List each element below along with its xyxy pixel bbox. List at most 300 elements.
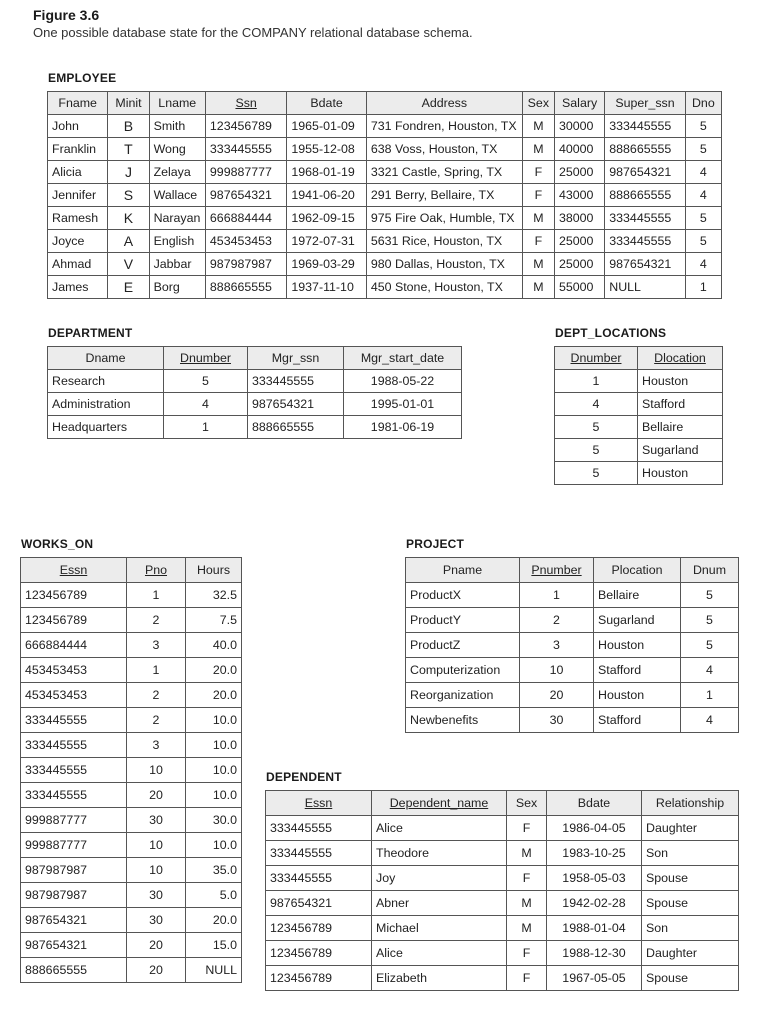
column-header: Dno bbox=[685, 92, 721, 115]
table-cell: 32.5 bbox=[186, 583, 242, 608]
table-row bbox=[266, 816, 739, 841]
table-cell: 333445555 bbox=[21, 733, 127, 758]
table-cell: Theodore bbox=[372, 841, 507, 866]
table-cell: Spouse bbox=[642, 891, 739, 916]
table-cell: 10 bbox=[127, 758, 186, 783]
table-cell: Houston bbox=[594, 683, 681, 708]
table-cell: 3 bbox=[127, 733, 186, 758]
table-row bbox=[48, 207, 722, 230]
header-row bbox=[555, 347, 723, 370]
table-cell: Smith bbox=[149, 115, 205, 138]
table-cell: K bbox=[108, 207, 149, 230]
table-cell: 20.0 bbox=[186, 908, 242, 933]
table-cell: F bbox=[507, 866, 547, 891]
table-cell: 5 bbox=[164, 370, 248, 393]
table-cell: 1941-06-20 bbox=[287, 184, 366, 207]
table-cell: English bbox=[149, 230, 205, 253]
table-cell: F bbox=[522, 161, 554, 184]
table-cell: F bbox=[522, 230, 554, 253]
table-cell: 38000 bbox=[554, 207, 604, 230]
table-cell: James bbox=[48, 276, 108, 299]
table-cell: Jabbar bbox=[149, 253, 205, 276]
dept-locations-table bbox=[554, 346, 723, 485]
table-cell: 453453453 bbox=[205, 230, 286, 253]
table-cell: Franklin bbox=[48, 138, 108, 161]
table-cell: B bbox=[108, 115, 149, 138]
table-cell: J bbox=[108, 161, 149, 184]
column-header: Plocation bbox=[594, 558, 681, 583]
dependent-table bbox=[265, 790, 739, 991]
department-table-title: DEPARTMENT bbox=[48, 326, 133, 340]
table-cell: 1972-07-31 bbox=[287, 230, 366, 253]
table-cell: 1965-01-09 bbox=[287, 115, 366, 138]
table-row bbox=[48, 230, 722, 253]
table-cell: 1 bbox=[520, 583, 594, 608]
table-cell: Abner bbox=[372, 891, 507, 916]
table-cell: Ramesh bbox=[48, 207, 108, 230]
header-row bbox=[21, 558, 242, 583]
column-header: Ssn bbox=[205, 92, 286, 115]
table-cell: 43000 bbox=[554, 184, 604, 207]
table-cell: 3321 Castle, Spring, TX bbox=[366, 161, 522, 184]
table-cell: 291 Berry, Bellaire, TX bbox=[366, 184, 522, 207]
works-on-table-title: WORKS_ON bbox=[21, 537, 94, 551]
table-cell: 987654321 bbox=[21, 933, 127, 958]
table-cell: 30 bbox=[520, 708, 594, 733]
table-cell: F bbox=[507, 816, 547, 841]
figure-title: Figure 3.6 bbox=[33, 7, 100, 23]
table-cell: 5631 Rice, Houston, TX bbox=[366, 230, 522, 253]
table-row bbox=[406, 583, 739, 608]
table-cell: Spouse bbox=[642, 866, 739, 891]
table-cell: ProductY bbox=[406, 608, 520, 633]
column-header: Mgr_ssn bbox=[248, 347, 344, 370]
table-cell: 2 bbox=[520, 608, 594, 633]
column-header: Pno bbox=[127, 558, 186, 583]
table-cell: 1995-01-01 bbox=[344, 393, 462, 416]
table-cell: 888665555 bbox=[605, 138, 685, 161]
table-cell: John bbox=[48, 115, 108, 138]
column-header: Super_ssn bbox=[605, 92, 685, 115]
table-row bbox=[266, 966, 739, 991]
table-cell: 888665555 bbox=[21, 958, 127, 983]
table-cell: V bbox=[108, 253, 149, 276]
table-cell: 4 bbox=[681, 708, 739, 733]
table-row bbox=[48, 416, 462, 439]
table-cell: 5 bbox=[685, 207, 721, 230]
table-cell: Elizabeth bbox=[372, 966, 507, 991]
column-header: Dlocation bbox=[638, 347, 723, 370]
table-row bbox=[21, 683, 242, 708]
table-cell: Stafford bbox=[594, 708, 681, 733]
table-cell: Alice bbox=[372, 941, 507, 966]
table-cell: 999887777 bbox=[205, 161, 286, 184]
table-row bbox=[21, 808, 242, 833]
table-cell: Newbenefits bbox=[406, 708, 520, 733]
table-row bbox=[266, 916, 739, 941]
table-cell: 1958-05-03 bbox=[547, 866, 642, 891]
table-cell: 333445555 bbox=[21, 758, 127, 783]
table-cell: 1968-01-19 bbox=[287, 161, 366, 184]
table-cell: 1986-04-05 bbox=[547, 816, 642, 841]
column-header: Minit bbox=[108, 92, 149, 115]
table-cell: F bbox=[507, 941, 547, 966]
table-cell: 10.0 bbox=[186, 733, 242, 758]
table-cell: 666884444 bbox=[21, 633, 127, 658]
table-cell: 987654321 bbox=[205, 184, 286, 207]
table-cell: Joyce bbox=[48, 230, 108, 253]
column-header: Address bbox=[366, 92, 522, 115]
table-cell: F bbox=[522, 184, 554, 207]
table-cell: Joy bbox=[372, 866, 507, 891]
table-cell: 5 bbox=[681, 633, 739, 658]
table-row bbox=[48, 184, 722, 207]
table-cell: 4 bbox=[685, 253, 721, 276]
department-table bbox=[47, 346, 462, 439]
table-row bbox=[266, 841, 739, 866]
column-header: Pname bbox=[406, 558, 520, 583]
table-cell: 30.0 bbox=[186, 808, 242, 833]
table-cell: 1988-01-04 bbox=[547, 916, 642, 941]
table-cell: 333445555 bbox=[21, 708, 127, 733]
table-row bbox=[21, 858, 242, 883]
table-cell: 123456789 bbox=[21, 608, 127, 633]
table-cell: M bbox=[507, 916, 547, 941]
column-header: Lname bbox=[149, 92, 205, 115]
table-cell: 1 bbox=[685, 276, 721, 299]
table-row bbox=[21, 633, 242, 658]
table-cell: 1962-09-15 bbox=[287, 207, 366, 230]
table-cell: 5 bbox=[555, 462, 638, 485]
table-row bbox=[21, 883, 242, 908]
table-row bbox=[555, 439, 723, 462]
header-row bbox=[266, 791, 739, 816]
table-cell: T bbox=[108, 138, 149, 161]
table-cell: 4 bbox=[681, 658, 739, 683]
table-cell: Michael bbox=[372, 916, 507, 941]
header-row bbox=[406, 558, 739, 583]
header-row bbox=[48, 92, 722, 115]
table-row bbox=[266, 891, 739, 916]
table-row bbox=[21, 608, 242, 633]
table-cell: M bbox=[507, 891, 547, 916]
table-cell: 5.0 bbox=[186, 883, 242, 908]
table-cell: A bbox=[108, 230, 149, 253]
table-cell: 1981-06-19 bbox=[344, 416, 462, 439]
table-cell: Daughter bbox=[642, 816, 739, 841]
table-cell: 25000 bbox=[554, 253, 604, 276]
table-cell: Reorganization bbox=[406, 683, 520, 708]
table-cell: 20 bbox=[127, 958, 186, 983]
table-cell: Research bbox=[48, 370, 164, 393]
table-cell: 5 bbox=[685, 138, 721, 161]
table-cell: Administration bbox=[48, 393, 164, 416]
table-row bbox=[406, 633, 739, 658]
table-cell: M bbox=[522, 115, 554, 138]
table-cell: 1 bbox=[127, 658, 186, 683]
column-header: Essn bbox=[21, 558, 127, 583]
table-cell: 20 bbox=[520, 683, 594, 708]
table-cell: ProductZ bbox=[406, 633, 520, 658]
table-cell: S bbox=[108, 184, 149, 207]
table-cell: 1969-03-29 bbox=[287, 253, 366, 276]
table-cell: Stafford bbox=[638, 393, 723, 416]
table-cell: 10 bbox=[127, 858, 186, 883]
table-cell: 333445555 bbox=[605, 115, 685, 138]
table-cell: 5 bbox=[681, 608, 739, 633]
table-cell: 888665555 bbox=[605, 184, 685, 207]
works-on-table bbox=[20, 557, 242, 983]
table-cell: 987654321 bbox=[21, 908, 127, 933]
table-row bbox=[21, 783, 242, 808]
table-cell: 1 bbox=[127, 583, 186, 608]
table-cell: 5 bbox=[685, 230, 721, 253]
table-cell: Son bbox=[642, 841, 739, 866]
table-cell: 1942-02-28 bbox=[547, 891, 642, 916]
table-cell: 3 bbox=[520, 633, 594, 658]
employee-table-title: EMPLOYEE bbox=[48, 71, 117, 85]
column-header: Dname bbox=[48, 347, 164, 370]
table-cell: 20 bbox=[127, 933, 186, 958]
table-cell: Zelaya bbox=[149, 161, 205, 184]
table-cell: 453453453 bbox=[21, 658, 127, 683]
table-cell: 30 bbox=[127, 908, 186, 933]
column-header: Dependent_name bbox=[372, 791, 507, 816]
table-row bbox=[555, 462, 723, 485]
table-row bbox=[266, 941, 739, 966]
table-cell: 2 bbox=[127, 683, 186, 708]
table-cell: 123456789 bbox=[266, 966, 372, 991]
table-cell: 30 bbox=[127, 883, 186, 908]
column-header: Pnumber bbox=[520, 558, 594, 583]
table-row bbox=[406, 608, 739, 633]
table-cell: 987654321 bbox=[605, 161, 685, 184]
table-cell: Alice bbox=[372, 816, 507, 841]
table-cell: Headquarters bbox=[48, 416, 164, 439]
table-cell: 1 bbox=[681, 683, 739, 708]
project-table-title: PROJECT bbox=[406, 537, 465, 551]
table-cell: Bellaire bbox=[594, 583, 681, 608]
table-cell: 1 bbox=[164, 416, 248, 439]
table-cell: 35.0 bbox=[186, 858, 242, 883]
column-header: Sex bbox=[522, 92, 554, 115]
table-cell: 638 Voss, Houston, TX bbox=[366, 138, 522, 161]
table-cell: 10.0 bbox=[186, 708, 242, 733]
table-cell: Jennifer bbox=[48, 184, 108, 207]
table-cell: 1937-11-10 bbox=[287, 276, 366, 299]
table-cell: 999887777 bbox=[21, 808, 127, 833]
table-cell: 1955-12-08 bbox=[287, 138, 366, 161]
table-cell: Houston bbox=[638, 462, 723, 485]
table-cell: 333445555 bbox=[266, 866, 372, 891]
table-cell: Son bbox=[642, 916, 739, 941]
table-cell: 123456789 bbox=[21, 583, 127, 608]
table-cell: 5 bbox=[685, 115, 721, 138]
table-cell: 1988-05-22 bbox=[344, 370, 462, 393]
table-cell: M bbox=[522, 138, 554, 161]
table-row bbox=[555, 416, 723, 439]
table-cell: 450 Stone, Houston, TX bbox=[366, 276, 522, 299]
column-header: Bdate bbox=[547, 791, 642, 816]
table-cell: 40000 bbox=[554, 138, 604, 161]
column-header: Relationship bbox=[642, 791, 739, 816]
table-cell: 5 bbox=[555, 416, 638, 439]
table-cell: 5 bbox=[555, 439, 638, 462]
table-cell: Wallace bbox=[149, 184, 205, 207]
table-row bbox=[21, 583, 242, 608]
table-cell: Borg bbox=[149, 276, 205, 299]
table-cell: Computerization bbox=[406, 658, 520, 683]
table-cell: 10 bbox=[520, 658, 594, 683]
table-cell: 333445555 bbox=[266, 816, 372, 841]
table-cell: 987987987 bbox=[21, 858, 127, 883]
table-cell: M bbox=[522, 207, 554, 230]
table-cell: 987654321 bbox=[605, 253, 685, 276]
table-cell: 333445555 bbox=[266, 841, 372, 866]
table-row bbox=[21, 658, 242, 683]
table-cell: 666884444 bbox=[205, 207, 286, 230]
table-cell: 10.0 bbox=[186, 833, 242, 858]
table-cell: 4 bbox=[685, 184, 721, 207]
table-cell: E bbox=[108, 276, 149, 299]
table-cell: Stafford bbox=[594, 658, 681, 683]
table-cell: 1988-12-30 bbox=[547, 941, 642, 966]
table-cell: 4 bbox=[685, 161, 721, 184]
table-row bbox=[48, 115, 722, 138]
table-row bbox=[555, 370, 723, 393]
table-cell: 987654321 bbox=[266, 891, 372, 916]
table-cell: 30000 bbox=[554, 115, 604, 138]
column-header: Dnumber bbox=[164, 347, 248, 370]
column-header: Essn bbox=[266, 791, 372, 816]
table-cell: M bbox=[522, 253, 554, 276]
table-row bbox=[21, 758, 242, 783]
table-cell: 5 bbox=[681, 583, 739, 608]
column-header: Mgr_start_date bbox=[344, 347, 462, 370]
table-cell: 333445555 bbox=[605, 230, 685, 253]
project-table bbox=[405, 557, 739, 733]
table-row bbox=[406, 658, 739, 683]
table-row bbox=[21, 733, 242, 758]
table-cell: 3 bbox=[127, 633, 186, 658]
table-row bbox=[266, 866, 739, 891]
table-row bbox=[48, 393, 462, 416]
table-cell: NULL bbox=[605, 276, 685, 299]
dependent-table-title: DEPENDENT bbox=[266, 770, 342, 784]
column-header: Hours bbox=[186, 558, 242, 583]
column-header: Sex bbox=[507, 791, 547, 816]
table-cell: 7.5 bbox=[186, 608, 242, 633]
table-cell: 980 Dallas, Houston, TX bbox=[366, 253, 522, 276]
table-row bbox=[48, 161, 722, 184]
table-cell: 731 Fondren, Houston, TX bbox=[366, 115, 522, 138]
table-cell: 10.0 bbox=[186, 783, 242, 808]
table-cell: 123456789 bbox=[205, 115, 286, 138]
table-cell: 20 bbox=[127, 783, 186, 808]
table-row bbox=[406, 683, 739, 708]
table-cell: Sugarland bbox=[638, 439, 723, 462]
table-cell: Ahmad bbox=[48, 253, 108, 276]
table-cell: 10 bbox=[127, 833, 186, 858]
table-cell: Wong bbox=[149, 138, 205, 161]
table-cell: 15.0 bbox=[186, 933, 242, 958]
table-cell: 2 bbox=[127, 708, 186, 733]
table-cell: 453453453 bbox=[21, 683, 127, 708]
table-cell: 333445555 bbox=[21, 783, 127, 808]
table-cell: 2 bbox=[127, 608, 186, 633]
table-cell: M bbox=[522, 276, 554, 299]
table-cell: 20.0 bbox=[186, 658, 242, 683]
table-cell: Daughter bbox=[642, 941, 739, 966]
table-cell: 25000 bbox=[554, 230, 604, 253]
table-cell: 4 bbox=[555, 393, 638, 416]
table-cell: 333445555 bbox=[248, 370, 344, 393]
table-cell: 123456789 bbox=[266, 916, 372, 941]
table-cell: 888665555 bbox=[248, 416, 344, 439]
table-cell: Houston bbox=[638, 370, 723, 393]
column-header: Bdate bbox=[287, 92, 366, 115]
table-cell: Sugarland bbox=[594, 608, 681, 633]
table-cell: ProductX bbox=[406, 583, 520, 608]
table-cell: 333445555 bbox=[205, 138, 286, 161]
table-cell: F bbox=[507, 966, 547, 991]
dept-locations-table-title: DEPT_LOCATIONS bbox=[555, 326, 667, 340]
table-cell: M bbox=[507, 841, 547, 866]
table-cell: Houston bbox=[594, 633, 681, 658]
table-row bbox=[21, 933, 242, 958]
table-cell: 1 bbox=[555, 370, 638, 393]
employee-table bbox=[47, 91, 722, 299]
table-cell: NULL bbox=[186, 958, 242, 983]
table-cell: Spouse bbox=[642, 966, 739, 991]
table-cell: Alicia bbox=[48, 161, 108, 184]
table-cell: 987987987 bbox=[21, 883, 127, 908]
header-row bbox=[48, 347, 462, 370]
table-cell: 999887777 bbox=[21, 833, 127, 858]
table-cell: 10.0 bbox=[186, 758, 242, 783]
table-cell: 55000 bbox=[554, 276, 604, 299]
column-header: Salary bbox=[554, 92, 604, 115]
table-cell: 30 bbox=[127, 808, 186, 833]
table-row bbox=[555, 393, 723, 416]
table-row bbox=[21, 908, 242, 933]
table-cell: 123456789 bbox=[266, 941, 372, 966]
table-row bbox=[406, 708, 739, 733]
table-cell: 975 Fire Oak, Humble, TX bbox=[366, 207, 522, 230]
table-row bbox=[21, 708, 242, 733]
table-cell: Narayan bbox=[149, 207, 205, 230]
table-cell: 1967-05-05 bbox=[547, 966, 642, 991]
table-cell: 25000 bbox=[554, 161, 604, 184]
table-cell: 333445555 bbox=[605, 207, 685, 230]
column-header: Fname bbox=[48, 92, 108, 115]
table-row bbox=[48, 276, 722, 299]
table-row bbox=[21, 833, 242, 858]
table-cell: 1983-10-25 bbox=[547, 841, 642, 866]
figure-caption: One possible database state for the COMPANY relational database schema. bbox=[33, 25, 473, 40]
table-cell: 987654321 bbox=[248, 393, 344, 416]
table-cell: 888665555 bbox=[205, 276, 286, 299]
column-header: Dnumber bbox=[555, 347, 638, 370]
table-cell: 20.0 bbox=[186, 683, 242, 708]
table-cell: 40.0 bbox=[186, 633, 242, 658]
column-header: Dnum bbox=[681, 558, 739, 583]
table-row bbox=[48, 253, 722, 276]
table-cell: 4 bbox=[164, 393, 248, 416]
table-row bbox=[21, 958, 242, 983]
table-row bbox=[48, 370, 462, 393]
table-row bbox=[48, 138, 722, 161]
